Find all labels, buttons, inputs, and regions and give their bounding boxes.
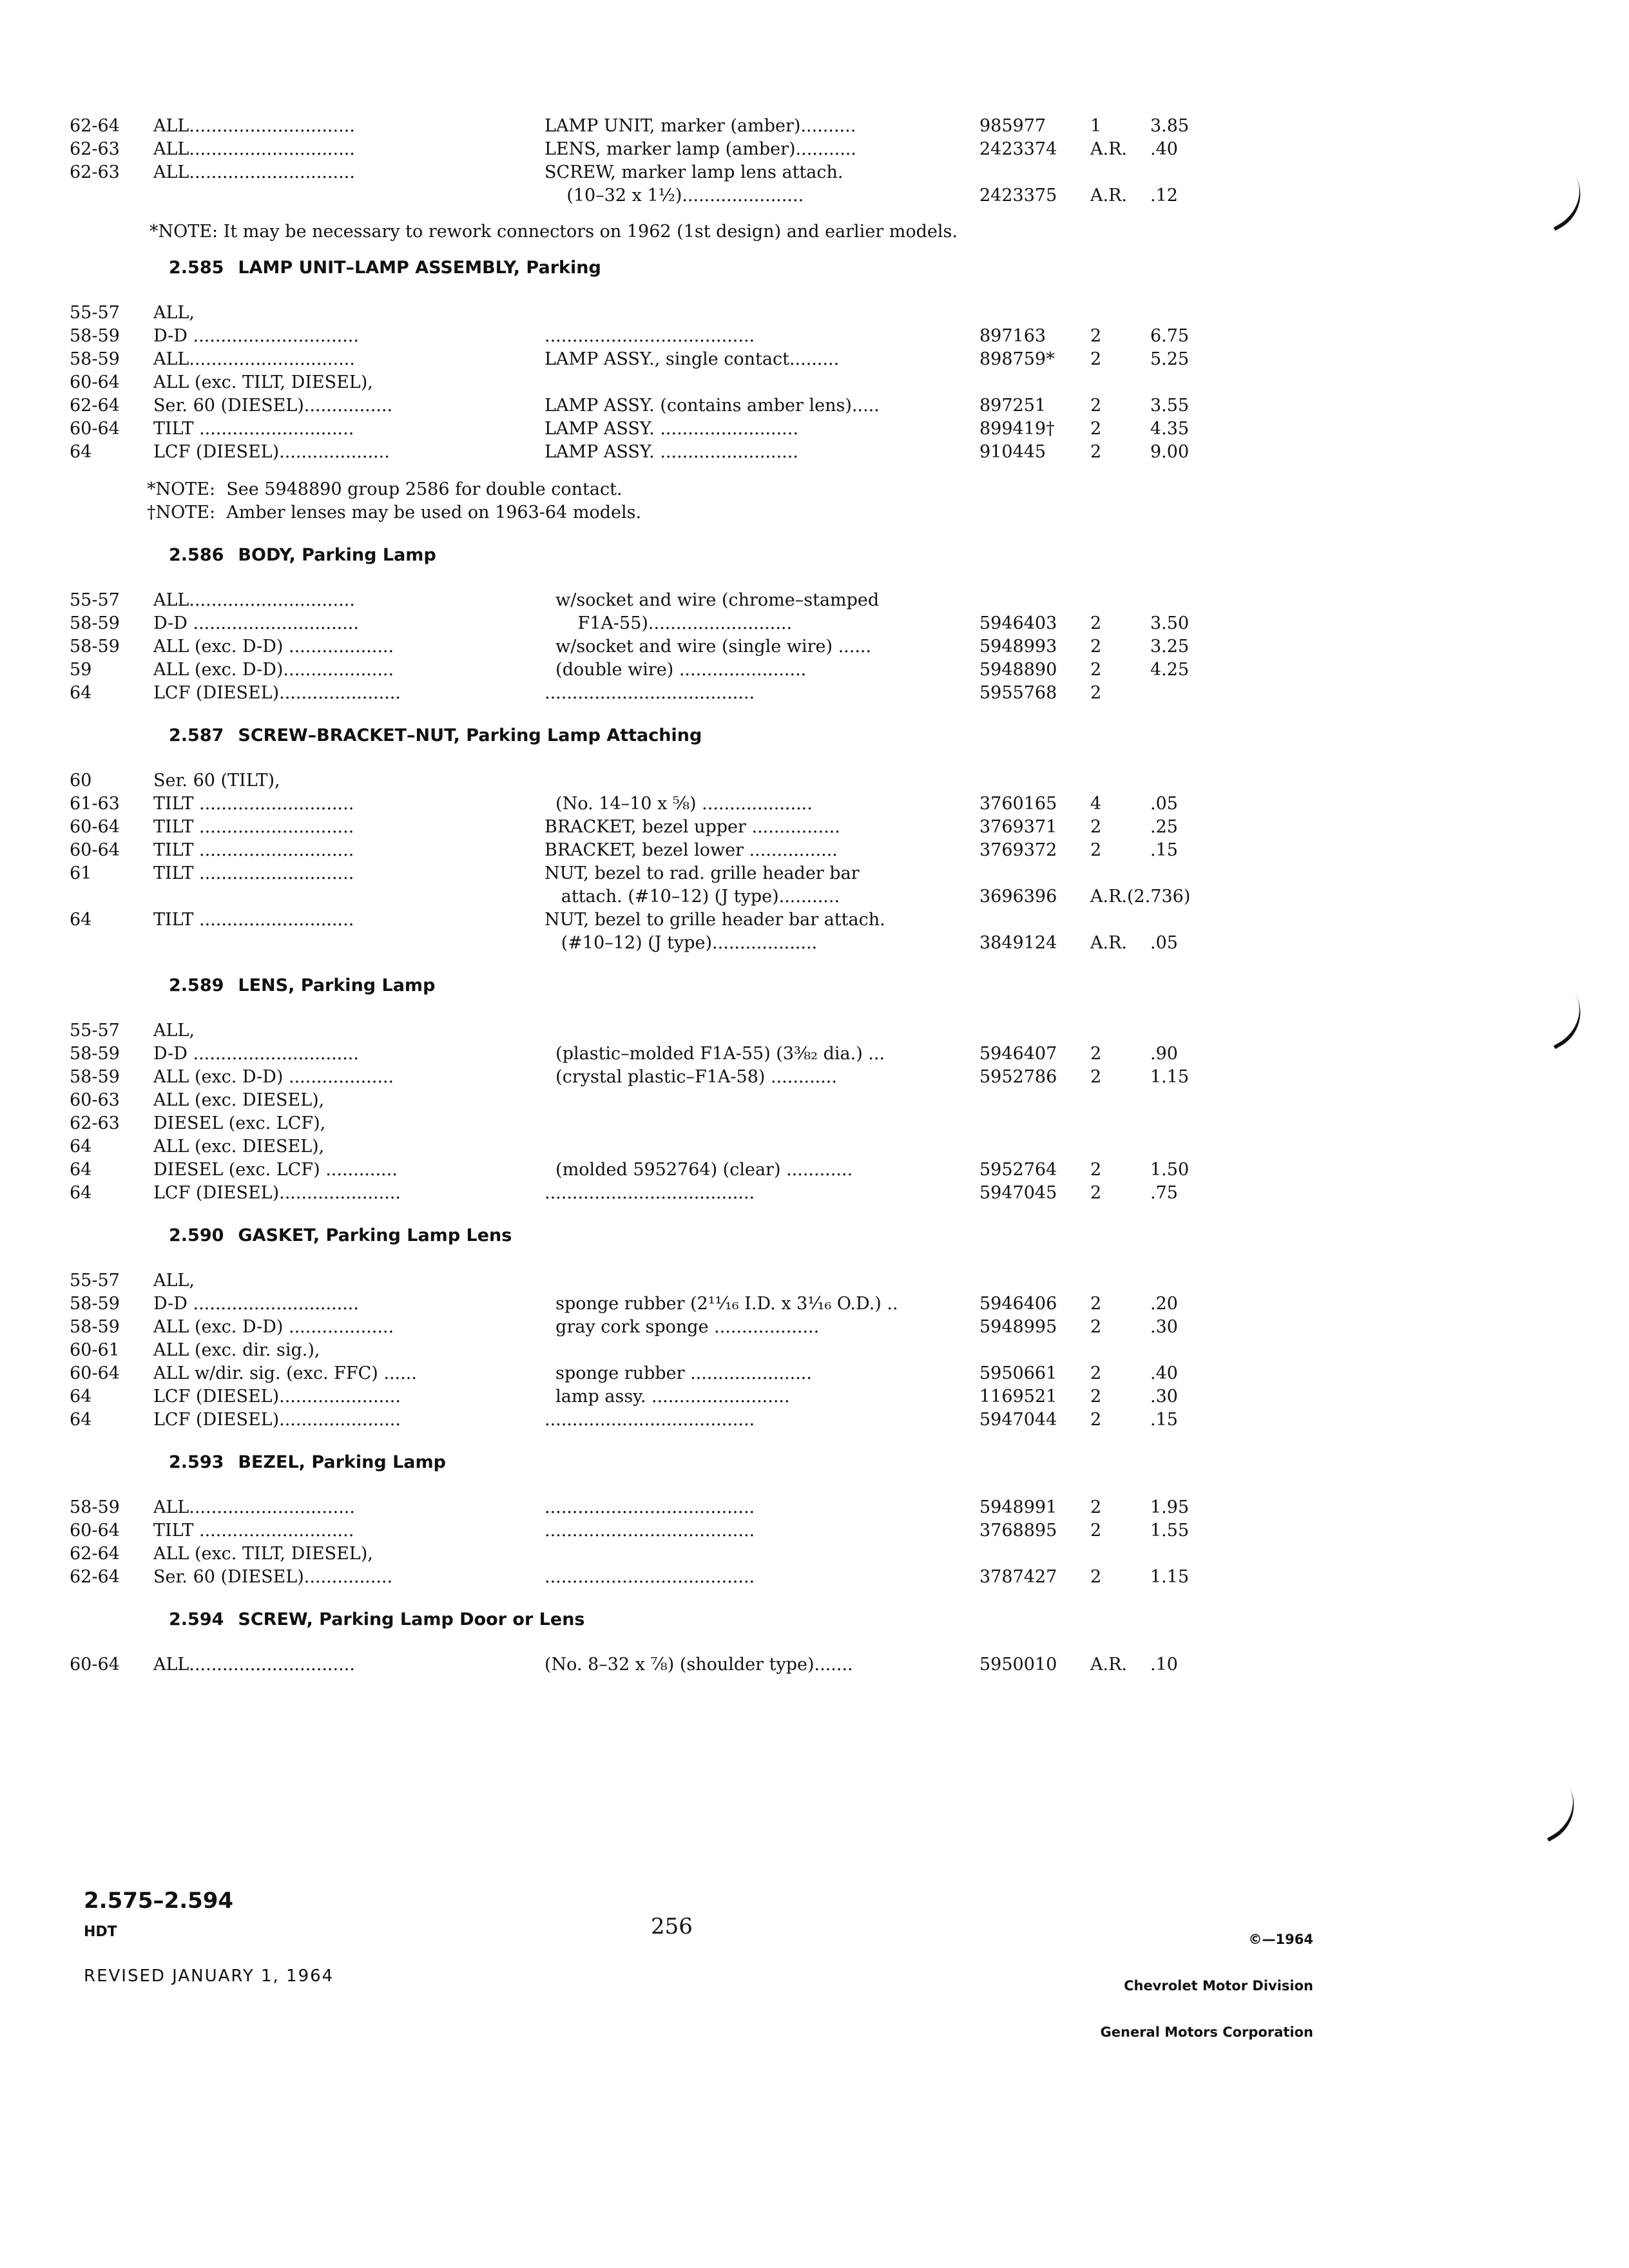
table-row <box>0 1316 1629 1339</box>
model-year: 61 <box>70 863 92 883</box>
quantity: 2 <box>1090 660 1102 680</box>
part-number: 5948993 <box>979 637 1057 657</box>
application: ALL.............................. <box>153 349 355 369</box>
page-number: 256 <box>651 1914 693 1939</box>
model-year: 62-64 <box>70 1567 120 1587</box>
application: ALL (exc. D-D) ................... <box>153 1067 394 1087</box>
table-row <box>0 1112 1629 1135</box>
section-title: BODY, Parking Lamp <box>238 545 436 565</box>
quantity: A.R. <box>1090 1655 1127 1675</box>
list-price: .30 <box>1150 1317 1178 1337</box>
model-year: 58-59 <box>70 1317 120 1337</box>
quantity: 2 <box>1090 1567 1102 1587</box>
part-number: 5947045 <box>979 1183 1057 1203</box>
part-number: 897163 <box>979 326 1046 346</box>
table-row <box>0 1362 1629 1385</box>
quantity: 2 <box>1090 1317 1102 1337</box>
model-year: 62-64 <box>70 1544 120 1564</box>
section-number: 2.593 <box>169 1452 224 1472</box>
section-title: SCREW, Parking Lamp Door or Lens <box>238 1610 585 1629</box>
quantity: 2 <box>1090 349 1102 369</box>
application: ALL (exc. DIESEL), <box>153 1137 325 1157</box>
quantity: A.R. <box>1090 933 1127 953</box>
revised-date: REVISED JANUARY 1, 1964 <box>84 1966 334 1986</box>
quantity: 2 <box>1090 1183 1102 1203</box>
quantity: 2 <box>1090 1294 1102 1314</box>
model-year: 58-59 <box>70 1044 120 1064</box>
list-price: .90 <box>1150 1044 1178 1064</box>
table-row <box>0 348 1629 371</box>
application: ALL.............................. <box>153 162 355 182</box>
quantity: 1 <box>1090 116 1102 136</box>
application: LCF (DIESEL)...................... <box>153 1387 401 1407</box>
model-year: 58-59 <box>70 613 120 633</box>
list-price: 4.35 <box>1150 419 1190 439</box>
binder-hole-mark <box>1525 1777 1588 1842</box>
part-number: 5948890 <box>979 660 1057 680</box>
footnote: †NOTE: Amber lenses may be used on 1963-64 models. <box>147 503 642 523</box>
part-number: 5952764 <box>979 1160 1057 1180</box>
model-year: 64 <box>70 442 92 462</box>
description: attach. (#10–12) (J type)........... <box>545 887 840 907</box>
description: NUT, bezel to rad. grille header bar <box>545 863 860 883</box>
part-number: 3769372 <box>979 840 1057 860</box>
table-row <box>0 769 1629 793</box>
part-number: 5946407 <box>979 1044 1057 1064</box>
list-price: 1.15 <box>1150 1567 1190 1587</box>
quantity: 2 <box>1090 1067 1102 1087</box>
application: ALL (exc. D-D).................... <box>153 660 394 680</box>
division-name: Chevrolet Motor Division <box>1124 1978 1313 1994</box>
application: Ser. 60 (TILT), <box>153 771 280 791</box>
section-heading <box>169 724 702 747</box>
description: (molded 5952764) (clear) ............ <box>545 1160 853 1180</box>
list-price: 3.55 <box>1150 396 1190 416</box>
description: (double wire) ....................... <box>545 660 807 680</box>
list-price: 3.85 <box>1150 116 1190 136</box>
description: ...................................... <box>545 1410 755 1430</box>
description: (No. 8–32 x ⅞) (shoulder type)....... <box>545 1655 853 1675</box>
quantity: 2 <box>1090 326 1102 346</box>
table-row <box>0 394 1629 418</box>
table-row <box>0 885 1629 908</box>
section-title: BEZEL, Parking Lamp <box>238 1452 446 1472</box>
application: ALL (exc. dir. sig.), <box>153 1340 320 1360</box>
table-row <box>0 1408 1629 1432</box>
copyright: ©—1964 <box>1248 1932 1313 1947</box>
section-number: 2.585 <box>169 258 224 278</box>
model-year: 55-57 <box>70 1021 120 1041</box>
description: LAMP ASSY., single contact......... <box>545 349 840 369</box>
quantity: 2 <box>1090 840 1102 860</box>
table-row <box>0 658 1629 682</box>
model-year: 58-59 <box>70 1294 120 1314</box>
quantity: A.R.(2.736) <box>1090 887 1191 907</box>
model-year: 60-64 <box>70 840 120 860</box>
quantity: 2 <box>1090 1497 1102 1517</box>
part-number: 5947044 <box>979 1410 1057 1430</box>
description: NUT, bezel to grille header bar attach. <box>545 910 885 930</box>
part-number: 5952786 <box>979 1067 1057 1087</box>
list-price: 1.55 <box>1150 1521 1190 1541</box>
list-price: 5.25 <box>1150 349 1190 369</box>
table-row <box>0 908 1629 932</box>
model-year: 58-59 <box>70 349 120 369</box>
table-row <box>0 793 1629 816</box>
model-year: 62-63 <box>70 1113 120 1133</box>
model-year: 61-63 <box>70 794 120 814</box>
list-price: .75 <box>1150 1183 1178 1203</box>
quantity: 2 <box>1090 1410 1102 1430</box>
table-row <box>0 441 1629 464</box>
description: (No. 14–10 x ⅝) .................... <box>545 794 813 814</box>
model-year: 64 <box>70 1183 92 1203</box>
part-number: 3769371 <box>979 817 1057 837</box>
table-row <box>0 161 1629 184</box>
description: LAMP ASSY. ......................... <box>545 419 798 439</box>
description: ...................................... <box>545 326 755 346</box>
table-row <box>0 418 1629 441</box>
section-number: 2.589 <box>169 975 224 995</box>
model-year: 60-64 <box>70 1363 120 1383</box>
model-year: 60 <box>70 771 92 791</box>
application: D-D .............................. <box>153 1294 359 1314</box>
description: ...................................... <box>545 1183 755 1203</box>
application: ALL (exc. DIESEL), <box>153 1090 325 1110</box>
part-number: 897251 <box>979 396 1046 416</box>
table-row <box>0 1089 1629 1112</box>
table-row <box>0 1293 1629 1316</box>
application: ALL, <box>153 1271 195 1291</box>
model-year: 64 <box>70 683 92 703</box>
table-row <box>0 138 1629 161</box>
quantity: A.R. <box>1090 139 1127 159</box>
part-number: 3696396 <box>979 887 1057 907</box>
publisher-block <box>1101 1901 1313 2071</box>
part-number: 2423374 <box>979 139 1057 159</box>
list-price: .05 <box>1150 794 1178 814</box>
description: ...................................... <box>545 1567 755 1587</box>
model-year: 60-64 <box>70 817 120 837</box>
quantity: 2 <box>1090 1387 1102 1407</box>
part-number: 5948991 <box>979 1497 1057 1517</box>
table-row <box>0 862 1629 885</box>
list-price: 4.25 <box>1150 660 1190 680</box>
part-number: 910445 <box>979 442 1046 462</box>
description: lamp assy. ......................... <box>545 1387 790 1407</box>
list-price: .10 <box>1150 1655 1178 1675</box>
part-number: 5946403 <box>979 613 1057 633</box>
description: sponge rubber ...................... <box>545 1363 812 1383</box>
part-number: 5955768 <box>979 683 1057 703</box>
model-year: 58-59 <box>70 1067 120 1087</box>
table-row <box>0 1566 1629 1589</box>
application: ALL (exc. TILT, DIESEL), <box>153 372 373 392</box>
application: ALL.............................. <box>153 116 355 136</box>
part-number: 985977 <box>979 116 1046 136</box>
list-price: .20 <box>1150 1294 1178 1314</box>
section-heading <box>169 256 601 280</box>
section-title: LAMP UNIT–LAMP ASSEMBLY, Parking <box>238 258 601 278</box>
section-heading <box>169 1224 512 1247</box>
application: ALL (exc. TILT, DIESEL), <box>153 1544 373 1564</box>
table-row <box>0 1019 1629 1043</box>
part-number: 3768895 <box>979 1521 1057 1541</box>
description: gray cork sponge ................... <box>545 1317 820 1337</box>
model-year: 58-59 <box>70 326 120 346</box>
quantity: 2 <box>1090 419 1102 439</box>
model-year: 64 <box>70 910 92 930</box>
list-price: .15 <box>1150 1410 1178 1430</box>
application: TILT ............................ <box>153 817 354 837</box>
application: TILT ............................ <box>153 794 354 814</box>
quantity: 2 <box>1090 1160 1102 1180</box>
list-price: 1.50 <box>1150 1160 1190 1180</box>
description: ...................................... <box>545 1497 755 1517</box>
footnote: *NOTE: See 5948890 group 2586 for double contact. <box>147 479 622 499</box>
footer-section-range: 2.575–2.594 <box>84 1888 234 1914</box>
table-row <box>0 682 1629 705</box>
part-number: 3760165 <box>979 794 1057 814</box>
table-row <box>0 1135 1629 1158</box>
list-price: 1.15 <box>1150 1067 1190 1087</box>
list-price: .40 <box>1150 1363 1178 1383</box>
application: TILT ............................ <box>153 1521 354 1541</box>
application: D-D .............................. <box>153 326 359 346</box>
section-heading <box>169 1451 446 1474</box>
application: Ser. 60 (DIESEL)................ <box>153 396 393 416</box>
part-number: 5950661 <box>979 1363 1057 1383</box>
model-year: 58-59 <box>70 637 120 657</box>
quantity: 2 <box>1090 613 1102 633</box>
part-number: 1169521 <box>979 1387 1057 1407</box>
model-year: 64 <box>70 1160 92 1180</box>
list-price: .15 <box>1150 840 1178 860</box>
application: ALL (exc. D-D) ................... <box>153 637 394 657</box>
list-price: .12 <box>1150 186 1178 206</box>
table-row <box>0 635 1629 658</box>
model-year: 55-57 <box>70 303 120 323</box>
quantity: 2 <box>1090 817 1102 837</box>
quantity: 2 <box>1090 1044 1102 1064</box>
part-number: 899419† <box>979 419 1055 439</box>
section-title: LENS, Parking Lamp <box>238 975 436 995</box>
application: DIESEL (exc. LCF), <box>153 1113 326 1133</box>
part-number: 5948995 <box>979 1317 1057 1337</box>
model-year: 62-64 <box>70 116 120 136</box>
table-row <box>0 589 1629 612</box>
table-row <box>0 932 1629 955</box>
description: (crystal plastic–F1A-58) ............ <box>545 1067 837 1087</box>
model-year: 60-64 <box>70 1655 120 1675</box>
section-heading <box>169 1608 584 1631</box>
corporation-name: General Motors Corporation <box>1100 2024 1313 2040</box>
description: (#10–12) (J type)................... <box>545 933 818 953</box>
model-year: 55-57 <box>70 590 120 610</box>
table-row <box>0 1043 1629 1066</box>
description: w/socket and wire (chrome–stamped <box>545 590 880 610</box>
description: LAMP UNIT, marker (amber).......... <box>545 116 856 136</box>
application: ALL.............................. <box>153 1497 355 1517</box>
table-row <box>0 325 1629 348</box>
application: D-D .............................. <box>153 1044 359 1064</box>
part-number: 2423375 <box>979 186 1057 206</box>
table-row <box>0 115 1629 138</box>
model-year: 60-61 <box>70 1340 120 1360</box>
application: ALL w/dir. sig. (exc. FFC) ...... <box>153 1363 417 1383</box>
list-price: 3.25 <box>1150 637 1190 657</box>
table-row <box>0 1339 1629 1362</box>
section-title: SCREW–BRACKET–NUT, Parking Lamp Attaching <box>238 726 702 745</box>
table-row <box>0 1496 1629 1519</box>
table-row <box>0 1158 1629 1182</box>
table-row <box>0 1385 1629 1408</box>
table-row <box>0 1542 1629 1566</box>
model-year: 60-63 <box>70 1090 120 1110</box>
list-price: .05 <box>1150 933 1178 953</box>
table-row <box>0 1519 1629 1542</box>
description: (plastic–molded F1A-55) (3⅜₂ dia.) ... <box>545 1044 885 1064</box>
quantity: 2 <box>1090 1521 1102 1541</box>
list-price: 3.50 <box>1150 613 1190 633</box>
table-row <box>0 302 1629 325</box>
footer-line-code: HDT <box>84 1924 117 1940</box>
application: D-D .............................. <box>153 613 359 633</box>
list-price: 9.00 <box>1150 442 1190 462</box>
section-title: GASKET, Parking Lamp Lens <box>238 1225 512 1245</box>
quantity: 4 <box>1090 794 1102 814</box>
part-number: 3849124 <box>979 933 1057 953</box>
section-heading <box>169 544 436 567</box>
description: ...................................... <box>545 1521 755 1541</box>
model-year: 58-59 <box>70 1497 120 1517</box>
application: ALL (exc. D-D) ................... <box>153 1317 394 1337</box>
description: BRACKET, bezel lower ................ <box>545 840 838 860</box>
table-row <box>0 612 1629 635</box>
application: ALL.............................. <box>153 590 355 610</box>
part-number: 5950010 <box>979 1655 1057 1675</box>
quantity: A.R. <box>1090 186 1127 206</box>
table-row <box>0 184 1629 207</box>
application: ALL, <box>153 303 195 323</box>
description: w/socket and wire (single wire) ...... <box>545 637 872 657</box>
list-price: .30 <box>1150 1387 1178 1407</box>
model-year: 59 <box>70 660 92 680</box>
list-price: 1.95 <box>1150 1497 1190 1517</box>
model-year: 55-57 <box>70 1271 120 1291</box>
list-price: .40 <box>1150 139 1178 159</box>
description: LAMP ASSY. (contains amber lens)..... <box>545 396 880 416</box>
footnote: *NOTE: It may be necessary to rework connectors on 1962 (1st design) and earlier models. <box>149 222 958 242</box>
table-row <box>0 816 1629 839</box>
model-year: 62-64 <box>70 396 120 416</box>
description: SCREW, marker lamp lens attach. <box>545 162 843 182</box>
description: BRACKET, bezel upper ................ <box>545 817 840 837</box>
model-year: 60-64 <box>70 1521 120 1541</box>
table-row <box>0 1269 1629 1293</box>
part-number: 5946406 <box>979 1294 1057 1314</box>
application: LCF (DIESEL)...................... <box>153 683 401 703</box>
application: TILT ............................ <box>153 419 354 439</box>
application: DIESEL (exc. LCF) ............. <box>153 1160 398 1180</box>
application: ALL, <box>153 1021 195 1041</box>
table-row <box>0 371 1629 394</box>
description: ...................................... <box>545 683 755 703</box>
quantity: 2 <box>1090 683 1102 703</box>
model-year: 60-64 <box>70 372 120 392</box>
description: LAMP ASSY. ......................... <box>545 442 798 462</box>
table-row <box>0 839 1629 862</box>
table-row <box>0 1182 1629 1205</box>
application: TILT ............................ <box>153 863 354 883</box>
application: Ser. 60 (DIESEL)................ <box>153 1567 393 1587</box>
description: LENS, marker lamp (amber)........... <box>545 139 856 159</box>
list-price: .25 <box>1150 817 1178 837</box>
section-heading <box>169 974 435 997</box>
model-year: 62-63 <box>70 139 120 159</box>
application: TILT ............................ <box>153 910 354 930</box>
quantity: 2 <box>1090 442 1102 462</box>
section-number: 2.587 <box>169 726 224 745</box>
application: LCF (DIESEL).................... <box>153 442 390 462</box>
part-number: 3787427 <box>979 1567 1057 1587</box>
description: (10–32 x 1½)...................... <box>545 186 804 206</box>
quantity: 2 <box>1090 396 1102 416</box>
application: LCF (DIESEL)...................... <box>153 1410 401 1430</box>
quantity: 2 <box>1090 637 1102 657</box>
section-number: 2.586 <box>169 545 224 565</box>
model-year: 64 <box>70 1387 92 1407</box>
model-year: 60-64 <box>70 419 120 439</box>
part-number: 898759* <box>979 349 1055 369</box>
application: ALL.............................. <box>153 139 355 159</box>
section-number: 2.594 <box>169 1610 224 1629</box>
quantity: 2 <box>1090 1363 1102 1383</box>
application: LCF (DIESEL)...................... <box>153 1183 401 1203</box>
section-number: 2.590 <box>169 1225 224 1245</box>
table-row <box>0 1066 1629 1089</box>
model-year: 64 <box>70 1410 92 1430</box>
description: sponge rubber (2¹¹⁄₁₆ I.D. x 3¹⁄₁₆ O.D.) .. <box>545 1294 898 1314</box>
application: TILT ............................ <box>153 840 354 860</box>
model-year: 62-63 <box>70 162 120 182</box>
model-year: 64 <box>70 1137 92 1157</box>
description: F1A-55).......................... <box>545 613 793 633</box>
list-price: 6.75 <box>1150 326 1190 346</box>
application: ALL.............................. <box>153 1655 355 1675</box>
table-row <box>0 1653 1629 1677</box>
